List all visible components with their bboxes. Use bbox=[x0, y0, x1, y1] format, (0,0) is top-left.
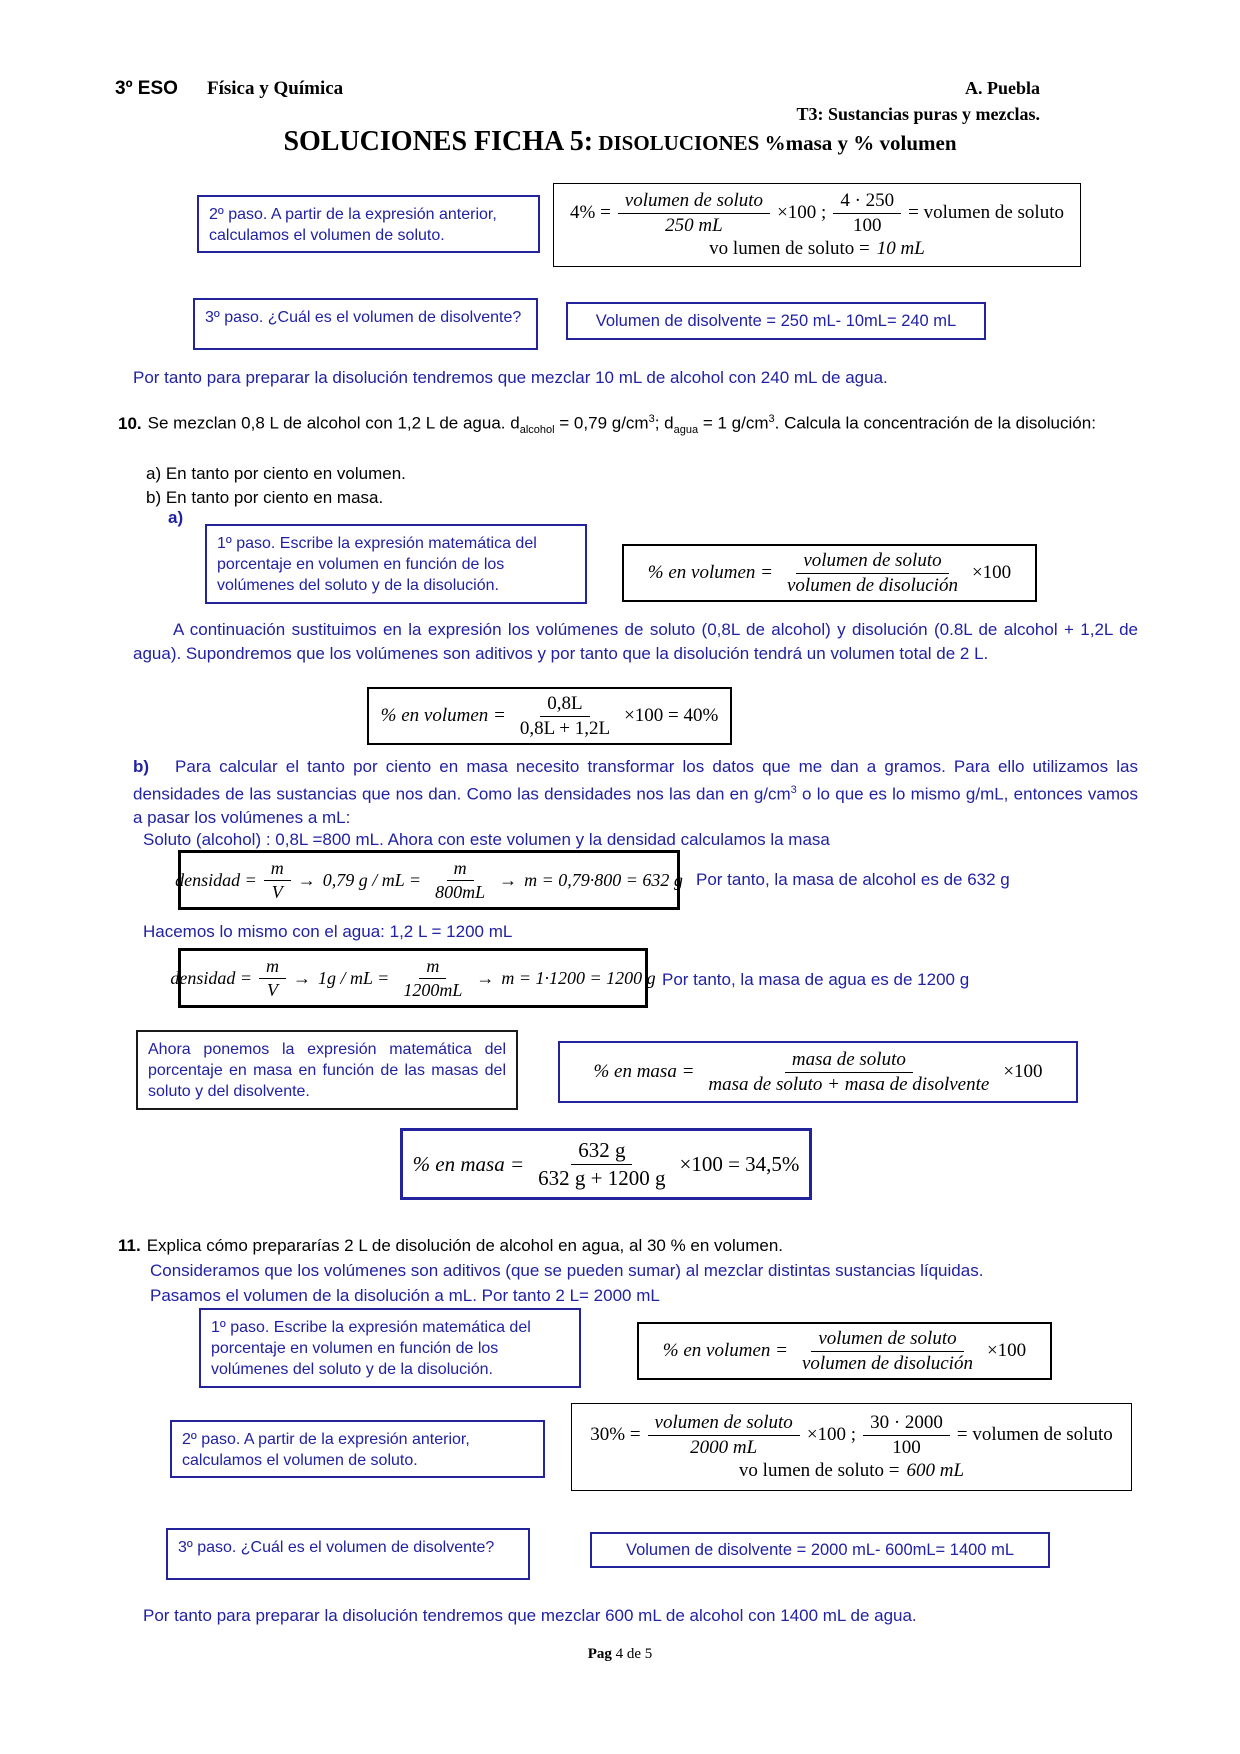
fraction: $\frac{m}{V}$ bbox=[259, 956, 286, 1000]
fraction: $\frac{\text{volumen de soluto}}{\text{volumen de disolución}}$ bbox=[787, 549, 958, 596]
prev-solvent-result-box bbox=[566, 302, 986, 340]
page-title-main: SOLUCIONES FICHA 5: bbox=[283, 126, 594, 157]
problem-10-option-b: b) En tanto por ciento en masa. bbox=[146, 488, 384, 507]
water-conversion-line: Hacemos lo mismo con el agua: 1,2 L = 1200 mL bbox=[143, 922, 513, 941]
problem-11-statement: 11. Explica cómo prepararías 2 L de disolución de alcohol en agua, al 30 % en volumen. bbox=[118, 1236, 784, 1255]
fraction: $\frac{30 \cdot 2000}{100}$ bbox=[863, 1412, 950, 1459]
formula-30pct-box bbox=[571, 1403, 1132, 1491]
density-water-box bbox=[170, 948, 656, 1008]
part-b-paragraph: b) Para calcular el tanto por ciento en masa necesito transformar los datos que me dan a gramos. Para ello utilizamos las densidades de las sustancias que nos dan. Como las densidades nos las dan en $g/cm^3$ o lo que es lo mismo g/mL, entonces vamos a pasar los volúmenes a mL: bbox=[133, 757, 1138, 827]
fraction: $\frac{4 \cdot 250}{100}$ bbox=[833, 190, 901, 237]
prev-conclusion: Por tanto para preparar la disolución tendremos que mezclar 10 mL de alcohol con 240 mL de agua. bbox=[133, 368, 888, 387]
footer-page-number: 4 de 5 bbox=[611, 1646, 653, 1662]
formula-volume-box-11 bbox=[637, 1322, 1052, 1380]
header-topic: T3: Sustancias puras y mezclas. bbox=[796, 104, 1040, 124]
fraction: $\frac{\text{volumen de soluto}}{\text{volumen de disolución}}$ bbox=[802, 1327, 973, 1374]
formula-mass-box bbox=[558, 1041, 1078, 1103]
prev-calc-formula-line2: vo lumen de soluto = 10 mL bbox=[709, 238, 925, 260]
page-title bbox=[0, 126, 1240, 158]
page-footer bbox=[0, 1646, 1240, 1663]
soluto-conversion-line: Soluto (alcohol) : 0,8L =800 mL. Ahora con este volumen y la densidad calculamos la masa bbox=[143, 830, 830, 849]
fraction: $\frac{m}{1200mL}$ bbox=[403, 955, 463, 1000]
step3-box-11: 3º paso. ¿Cuál es el volumen de disolvente? bbox=[166, 1528, 530, 1580]
fraction: $\frac{\text{masa de soluto}}{\text{masa de soluto + masa de disolvente}}$ bbox=[708, 1048, 990, 1095]
step2-box-11: 2º paso. A partir de la expresión anterior, calculamos el volumen de soluto. bbox=[170, 1420, 545, 1478]
step1-box-10a: 1º paso. Escribe la expresión matemática del porcentaje en volumen en función de los volúmenes del soluto y de la disolución. bbox=[205, 524, 587, 604]
formula-volume-11: % en volumen = $\frac{\text{volumen de soluto}}{\text{volumen de disolución}}$ ×100 bbox=[662, 1327, 1027, 1374]
formula-volume-calc-box bbox=[367, 687, 732, 745]
substitution-paragraph: A continuación sustituimos en la expresión los volúmenes de soluto (0,8L de alcohol) y disolución (0.8L de alcohol + 1,2L de agua). Supondremos que los volúmenes son aditivos y por tanto que la disolución tendrá un volumen total de 2 L. bbox=[133, 620, 1138, 663]
problem-10-statement: 10. Se mezclan 0,8 L de alcohol con 1,2 L de agua. $d_{alcohol} = 0,79$ $g/cm^3$; $d_{agua} = 1$ $g/cm^3$. Calcula la concentración de la disolución: bbox=[118, 413, 1096, 437]
header-subject: Física y Química bbox=[207, 78, 344, 99]
step1-box-11: 1º paso. Escribe la expresión matemática del porcentaje en volumen en función de los volúmenes del soluto y de la disolución. bbox=[199, 1308, 581, 1388]
formula-volume-box-10a bbox=[622, 544, 1037, 602]
formula-30pct-line1: 30% = $\frac{\text{volumen de soluto}}{2000 mL}$ ×100 ; $\frac{30 \cdot 2000}{100}$ = volumen de soluto bbox=[590, 1411, 1113, 1458]
water-mass-note: Por tanto, la masa de agua es de 1200 g bbox=[662, 970, 970, 989]
density-alcohol-formula: densidad = $\frac{m}{V}$ → 0,79 g / mL = $\frac{m}{800mL}$ → m = 0,79·800 = 632 g bbox=[175, 857, 683, 902]
formula-mass: % en masa = $\frac{\text{masa de soluto}}{\text{masa de soluto + masa de disolvente}}$ ×100 bbox=[593, 1048, 1043, 1095]
solvent-result-11: Volumen de disolvente = 2000 mL- 600mL= 1400 mL bbox=[625, 1540, 1014, 1559]
formula-volume-calc: % en volumen = $\frac{0,8L}{0,8L + 1,2L}$ ×100 = 40% bbox=[380, 692, 719, 739]
footer-label: Pag bbox=[587, 1646, 612, 1662]
prev-calc-formula-line1: 4% = $\frac{\text{volumen de soluto}}{250 mL}$ ×100 ; $\frac{4 \cdot 250}{100}$ = volumen de soluto bbox=[570, 189, 1064, 236]
header-author: A. Puebla bbox=[964, 78, 1040, 98]
fraction: $\frac{632 g}{632 g + 1200 g}$ bbox=[538, 1138, 666, 1190]
header-course: 3º ESO bbox=[115, 78, 178, 99]
page-title-sub: DISOLUCIONES %masa y % volumen bbox=[593, 131, 957, 155]
problem-11-note-2: Pasamos el volumen de la disolución a mL. Por tanto 2 L= 2000 mL bbox=[150, 1286, 660, 1305]
formula-volume-10a: % en volumen = $\frac{\text{volumen de soluto}}{\text{volumen de disolución}}$ ×100 bbox=[647, 549, 1012, 596]
prev-solvent-result: Volumen de disolvente = 250 mL- 10mL= 240 mL bbox=[595, 311, 957, 330]
density-alcohol-box bbox=[175, 850, 683, 910]
conclusion-11: Por tanto para preparar la disolución tendremos que mezclar 600 mL de alcohol con 1400 mL de agua. bbox=[143, 1606, 917, 1625]
mass-expression-box: Ahora ponemos la expresión matemática del porcentaje en masa en función de las masas del soluto y del disolvente. bbox=[136, 1030, 518, 1110]
solvent-result-box-11 bbox=[590, 1532, 1050, 1568]
prev-step3-box: 3º paso. ¿Cuál es el volumen de disolvente? bbox=[193, 298, 538, 350]
formula-mass-calc-box bbox=[400, 1128, 812, 1200]
formula-30pct-line2: vo lumen de soluto = 600 mL bbox=[738, 1460, 965, 1482]
fraction: $\frac{\text{volumen de soluto}}{2000 mL}$ bbox=[648, 1412, 800, 1459]
alcohol-mass-note: Por tanto, la masa de alcohol es de 632 g bbox=[696, 870, 1010, 889]
problem-10-option-a: a) En tanto por ciento en volumen. bbox=[146, 464, 406, 483]
fraction: $\frac{\text{volumen de soluto}}{250 mL}$ bbox=[618, 190, 770, 237]
fraction: $\frac{m}{800mL}$ bbox=[435, 857, 486, 902]
formula-mass-calc: % en masa = $\frac{632 g}{632 g + 1200 g}$ ×100 = 34,5% bbox=[412, 1138, 800, 1190]
fraction: $\frac{0,8L}{0,8L + 1,2L}$ bbox=[519, 692, 611, 739]
part-b-label: b) bbox=[133, 757, 150, 776]
problem-11-note-1: Consideramos que los volúmenes son aditivos (que se pueden sumar) al mezclar distintas sustancias líquidas. bbox=[150, 1261, 984, 1280]
prev-step2-box: 2º paso. A partir de la expresión anterior, calculamos el volumen de soluto. bbox=[197, 195, 540, 253]
prev-calc-formula-box bbox=[553, 183, 1081, 267]
fraction: $\frac{m}{V}$ bbox=[264, 858, 291, 902]
part-a-label: a) bbox=[168, 508, 184, 527]
density-water-formula: densidad = $\frac{m}{V}$ → 1g / mL = $\frac{m}{1200mL}$ → m = 1·1200 = 1200 g bbox=[170, 955, 656, 1000]
